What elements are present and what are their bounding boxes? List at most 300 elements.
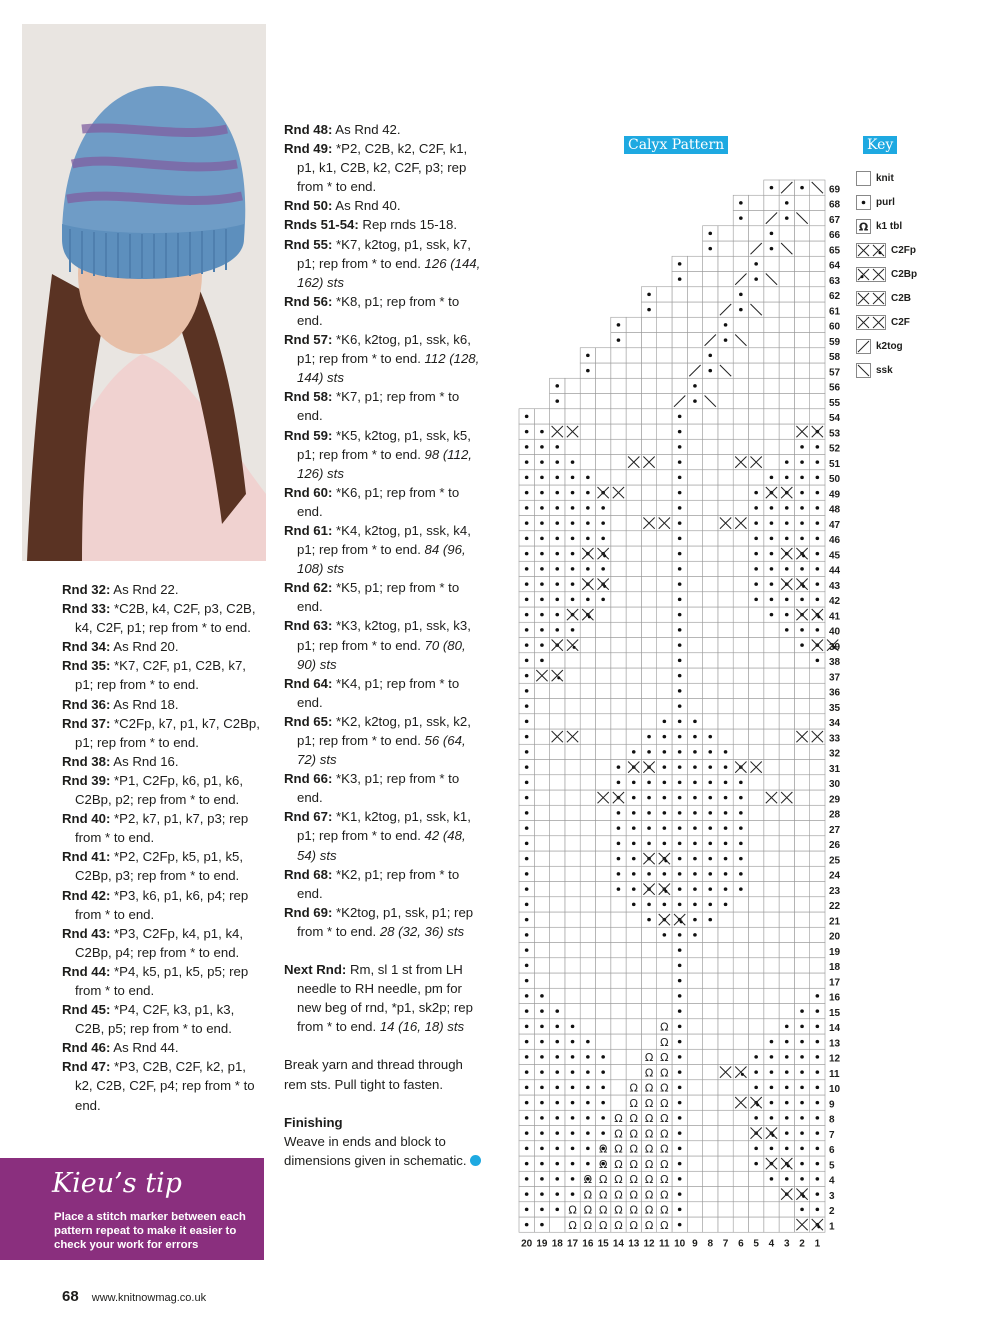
chart-mark-purl	[632, 857, 636, 861]
chart-mark-purl	[601, 1055, 605, 1059]
chart-cell	[687, 1004, 702, 1019]
chart-cell	[534, 805, 549, 820]
chart-cell	[626, 1049, 641, 1064]
chart-cell	[657, 943, 672, 958]
chart-cell	[733, 1171, 748, 1186]
chart-cell	[810, 668, 825, 683]
chart-cell	[626, 622, 641, 637]
chart-mark-purl	[800, 1025, 804, 1029]
chart-mark-purl	[601, 506, 605, 510]
chart-cell	[779, 760, 794, 775]
chart-cell	[687, 546, 702, 561]
chart-mark-purl	[540, 1192, 544, 1196]
chart-cell	[733, 1187, 748, 1202]
chart-cell	[641, 653, 656, 668]
chart-cell	[733, 897, 748, 912]
chart-cell	[718, 1141, 733, 1156]
chart-mark-k1tbl	[568, 1204, 576, 1217]
chart-mark-k1tbl	[645, 1143, 653, 1156]
row-number: 16	[829, 992, 841, 1004]
next-rnd: Next Rnd: Rm, sl 1 st from LH needle to RH needle, pm for new beg of rnd, *p1, sk2p; rep from * to end. 14 (16, 18) sts	[284, 962, 473, 1035]
chart-cell	[779, 744, 794, 759]
chart-mark-purl	[678, 1162, 682, 1166]
chart-cell	[718, 683, 733, 698]
chart-cell	[626, 943, 641, 958]
chart-cell	[550, 775, 565, 790]
chart-cell	[703, 272, 718, 287]
chart-cell	[672, 378, 687, 393]
chart-cell	[733, 439, 748, 454]
chart-mark-purl	[540, 1177, 544, 1181]
chart-cell	[718, 958, 733, 973]
chart-cell	[596, 668, 611, 683]
svg-text:Ω: Ω	[660, 1127, 669, 1141]
chart-mark-purl	[678, 567, 682, 571]
chart-cell	[794, 363, 809, 378]
chart-cell	[718, 607, 733, 622]
chart-mark-purl	[663, 933, 667, 937]
chart-mark-purl	[540, 1131, 544, 1135]
chart-cell	[550, 958, 565, 973]
chart-cell	[611, 912, 626, 927]
chart-cell	[703, 714, 718, 729]
chart-cell	[687, 256, 702, 271]
row-number: 60	[829, 321, 841, 333]
chart-cell	[749, 714, 764, 729]
chart-cell	[687, 653, 702, 668]
chart-cell	[733, 363, 748, 378]
svg-text:Ω: Ω	[644, 1173, 654, 1186]
chart-cell	[779, 912, 794, 927]
chart-cell	[810, 287, 825, 302]
chart-cell	[626, 668, 641, 683]
chart-mark-k1tbl	[645, 1127, 653, 1140]
chart-cell	[550, 821, 565, 836]
chart-mark-purl	[754, 1147, 758, 1151]
chart-cell	[687, 1126, 702, 1141]
chart-mark-purl	[525, 1162, 529, 1166]
chart-cell	[764, 699, 779, 714]
row-number: 67	[829, 214, 841, 226]
key-title: Key	[863, 136, 897, 154]
chart-cell	[687, 1202, 702, 1217]
chart-mark-purl	[754, 598, 758, 602]
chart-cell	[749, 317, 764, 332]
chart-cell	[718, 500, 733, 515]
chart-cell	[764, 897, 779, 912]
chart-cell	[749, 1019, 764, 1034]
chart-mark-purl	[816, 1009, 820, 1013]
chart-mark-purl	[647, 842, 651, 846]
chart-mark-k1tbl	[645, 1097, 653, 1110]
chart-cell	[749, 729, 764, 744]
chart-mark-purl	[571, 537, 575, 541]
chart-cell	[779, 866, 794, 881]
chart-mark-purl	[540, 1223, 544, 1227]
chart-mark-purl	[800, 598, 804, 602]
chart-mark-purl	[816, 552, 820, 556]
chart-cell	[596, 455, 611, 470]
chart-mark-k1tbl	[660, 1173, 668, 1186]
chart-mark-purl	[540, 659, 544, 663]
chart-cell	[611, 927, 626, 942]
chart-cell	[626, 729, 641, 744]
chart-mark-purl	[678, 765, 682, 769]
chart-cell	[626, 912, 641, 927]
chart-mark-purl	[816, 1070, 820, 1074]
chart-cell	[580, 699, 595, 714]
chart-cell	[657, 378, 672, 393]
chart-mark-purl	[555, 1147, 559, 1151]
tip-box	[0, 1158, 264, 1260]
chart-cell	[626, 531, 641, 546]
chart-cell	[779, 958, 794, 973]
chart-mark-k1tbl	[660, 1036, 668, 1049]
chart-mark-purl	[540, 567, 544, 571]
chart-mark-purl	[678, 430, 682, 434]
instruction-rnd: Rnd 55: *K7, k2tog, p1, ssk, k7, p1; rep from * to end. 126 (144, 162) sts	[284, 236, 481, 290]
chart-cell	[810, 348, 825, 363]
chart-mark-purl	[525, 1055, 529, 1059]
chart-mark-purl	[785, 1025, 789, 1029]
chart-cell	[641, 592, 656, 607]
chart-mark-purl	[800, 1040, 804, 1044]
chart-cell	[611, 714, 626, 729]
instruction-rnd: Rnd 68: *K2, p1; rep from * to end.	[284, 866, 460, 901]
chart-cell	[733, 714, 748, 729]
chart-cell	[596, 744, 611, 759]
chart-cell	[580, 455, 595, 470]
svg-text:Ω: Ω	[583, 1173, 593, 1186]
chart-cell	[703, 683, 718, 698]
chart-mark-k1tbl	[660, 1112, 668, 1125]
chart-cell	[779, 333, 794, 348]
chart-cell	[764, 836, 779, 851]
instruction-rnd: Rnd 58: *K7, p1; rep from * to end.	[284, 389, 460, 424]
chart-cell	[749, 988, 764, 1003]
chart-cell	[764, 622, 779, 637]
chart-cell	[611, 439, 626, 454]
chart-cell	[794, 241, 809, 256]
chart-mark-k1tbl	[660, 1219, 668, 1232]
chart-cell	[703, 958, 718, 973]
chart-mark-purl	[816, 1040, 820, 1044]
chart-mark-purl	[678, 750, 682, 754]
chart-cell	[749, 622, 764, 637]
chart-cell	[779, 836, 794, 851]
chart-mark-purl	[601, 1086, 605, 1090]
chart-cell	[596, 653, 611, 668]
chart-mark-purl	[632, 842, 636, 846]
chart-mark-purl	[708, 750, 712, 754]
chart-mark-purl	[571, 506, 575, 510]
row-number: 34	[829, 718, 841, 729]
chart-mark-purl	[678, 1101, 682, 1105]
chart-mark-purl	[800, 445, 804, 449]
chart-cell	[733, 607, 748, 622]
chart-cell	[657, 409, 672, 424]
chart-mark-purl	[678, 582, 682, 586]
chart-cell	[764, 348, 779, 363]
chart-cell	[626, 409, 641, 424]
break-yarn-text: Break yarn and thread through rem sts. Pull tight to fasten.	[284, 1057, 463, 1092]
chart-mark-purl	[525, 979, 529, 983]
chart-mark-purl	[601, 567, 605, 571]
chart-cell	[596, 638, 611, 653]
chart-cell	[687, 958, 702, 973]
row-number: 1	[829, 1221, 835, 1233]
chart-cell	[657, 683, 672, 698]
chart-cell	[703, 622, 718, 637]
row-number: 63	[829, 275, 841, 287]
chart-cell	[565, 958, 580, 973]
chart-cell	[718, 272, 733, 287]
chart-cell	[596, 988, 611, 1003]
chart-mark-purl	[663, 903, 667, 907]
chart-mark-k1tbl	[645, 1188, 653, 1201]
row-number: 20	[829, 931, 841, 943]
chart-cell	[764, 912, 779, 927]
chart-mark-purl	[678, 476, 682, 480]
chart-mark-purl	[678, 1025, 682, 1029]
chart-mark-purl	[571, 491, 575, 495]
chart-mark-k1tbl	[584, 1173, 592, 1186]
chart-cell	[580, 378, 595, 393]
instruction-rnd: Rnd 42: *P3, k6, p1, k6, p4; rep from * to end.	[62, 887, 249, 922]
chart-cell	[779, 973, 794, 988]
chart-mark-purl	[540, 1147, 544, 1151]
chart-mark-purl	[525, 674, 529, 678]
chart-cell	[626, 500, 641, 515]
chart-cell	[565, 760, 580, 775]
chart-mark-purl	[724, 842, 728, 846]
chart-mark-k1tbl	[645, 1158, 653, 1171]
chart-cell	[657, 958, 672, 973]
chart-cell	[794, 302, 809, 317]
chart-mark-purl	[586, 1040, 590, 1044]
chart-cell	[703, 1171, 718, 1186]
chart-cell	[565, 851, 580, 866]
row-number: 28	[829, 809, 841, 821]
chart-mark-purl	[816, 628, 820, 632]
chart-cell	[626, 546, 641, 561]
chart-cell	[703, 455, 718, 470]
svg-text:Ω: Ω	[660, 1051, 669, 1064]
chart-mark-purl	[540, 476, 544, 480]
chart-cell	[779, 226, 794, 241]
chart-cell	[749, 195, 764, 210]
row-number: 29	[829, 794, 841, 806]
purl-icon	[856, 195, 871, 210]
chart-mark-purl	[525, 842, 529, 846]
chart-mark-purl	[739, 811, 743, 815]
chart-cell	[641, 333, 656, 348]
chart-cell	[611, 1065, 626, 1080]
chart-mark-purl	[708, 811, 712, 815]
chart-mark-purl	[693, 887, 697, 891]
chart-mark-purl	[816, 460, 820, 464]
svg-text:Ω: Ω	[629, 1157, 638, 1171]
chart-cell	[611, 1004, 626, 1019]
chart-cell	[687, 424, 702, 439]
chart-cell	[779, 302, 794, 317]
chart-cell	[657, 653, 672, 668]
chart-mark-purl	[555, 537, 559, 541]
chart-cell	[657, 561, 672, 576]
chart-cell	[611, 455, 626, 470]
chart-cell	[749, 363, 764, 378]
chart-cell	[580, 973, 595, 988]
chart-mark-purl	[739, 857, 743, 861]
chart-cell	[565, 668, 580, 683]
row-number: 24	[829, 870, 841, 882]
chart-cell	[657, 577, 672, 592]
row-number: 8	[829, 1114, 835, 1126]
chart-mark-purl	[678, 704, 682, 708]
chart-cell	[718, 1217, 733, 1232]
chart-mark-purl	[693, 720, 697, 724]
chart-mark-purl	[555, 1009, 559, 1013]
chart-cell	[718, 668, 733, 683]
tip-title: Kieu’s tip	[52, 1168, 182, 1199]
chart-cell	[703, 1110, 718, 1125]
chart-cell	[703, 577, 718, 592]
chart-mark-purl	[754, 491, 758, 495]
svg-text:Ω: Ω	[598, 1157, 608, 1171]
chart-mark-purl	[770, 1147, 774, 1151]
chart-cell	[718, 546, 733, 561]
chart-mark-purl	[724, 903, 728, 907]
chart-mark-purl	[586, 354, 590, 358]
chart-mark-purl	[571, 1055, 575, 1059]
chart-cell	[779, 348, 794, 363]
key-item-purl: purl	[856, 190, 917, 214]
chart-cell	[733, 1004, 748, 1019]
chart-cell	[794, 668, 809, 683]
key-item-c2b: C2B	[856, 286, 917, 310]
chart-cell	[703, 378, 718, 393]
chart-mark-purl	[816, 476, 820, 480]
row-number: 45	[829, 550, 841, 562]
chart-mark-k1tbl	[645, 1082, 653, 1095]
svg-text:Ω: Ω	[614, 1203, 623, 1217]
chart-cell	[565, 897, 580, 912]
chart-cell	[641, 699, 656, 714]
chart-mark-purl	[678, 1223, 682, 1227]
chart-mark-purl	[816, 1177, 820, 1181]
chart-cell	[749, 973, 764, 988]
chart-cell	[810, 317, 825, 332]
chart-cell	[718, 622, 733, 637]
row-number: 21	[829, 916, 841, 928]
chart-cell	[580, 958, 595, 973]
chart-cell	[718, 485, 733, 500]
chart-cell	[687, 699, 702, 714]
chart-cell	[749, 226, 764, 241]
chart-cell	[718, 394, 733, 409]
chart-mark-purl	[785, 1147, 789, 1151]
chart-cell	[611, 943, 626, 958]
chart-cell	[733, 1156, 748, 1171]
chart-mark-purl	[800, 1101, 804, 1105]
chart-cell	[611, 988, 626, 1003]
chart-cell	[703, 1080, 718, 1095]
chart-cell	[794, 927, 809, 942]
chart-cell	[565, 775, 580, 790]
chart-cell	[703, 638, 718, 653]
chart-cell	[779, 1004, 794, 1019]
chart-mark-purl	[647, 750, 651, 754]
chart-cell	[764, 302, 779, 317]
chart-cell	[580, 424, 595, 439]
chart-cell	[550, 988, 565, 1003]
chart-cell	[565, 943, 580, 958]
chart-cell	[733, 1217, 748, 1232]
chart-cell	[534, 912, 549, 927]
chart-mark-purl	[571, 1116, 575, 1120]
chart-mark-purl	[708, 918, 712, 922]
instruction-rnd: Rnd 40: *P2, k7, p1, k7, p3; rep from * to end.	[62, 811, 249, 846]
svg-text:Ω: Ω	[583, 1188, 593, 1202]
chart-cell	[733, 409, 748, 424]
chart-mark-purl	[678, 613, 682, 617]
chart-mark-purl	[663, 750, 667, 754]
chart-mark-purl	[571, 567, 575, 571]
row-number: 53	[829, 428, 841, 440]
chart-cell	[641, 943, 656, 958]
chart-mark-purl	[739, 887, 743, 891]
chart-cell	[749, 836, 764, 851]
chart-cell	[657, 638, 672, 653]
chart-cell	[596, 866, 611, 881]
chart-mark-purl	[663, 842, 667, 846]
chart-cell	[794, 912, 809, 927]
chart-mark-purl	[540, 1101, 544, 1105]
chart-mark-purl	[525, 598, 529, 602]
svg-text:Ω: Ω	[660, 1173, 669, 1186]
chart-cell	[718, 348, 733, 363]
chart-cell	[596, 607, 611, 622]
chart-mark-purl	[693, 826, 697, 830]
chart-mark-purl	[525, 582, 529, 586]
chart-mark-purl	[617, 811, 621, 815]
chart-mark-purl	[525, 1177, 529, 1181]
chart-cell	[733, 561, 748, 576]
chart-cell	[718, 988, 733, 1003]
chart-cell	[596, 394, 611, 409]
chart-mark-purl	[816, 582, 820, 586]
row-number: 65	[829, 245, 841, 257]
chart-mark-purl	[632, 887, 636, 891]
chart-mark-purl	[678, 415, 682, 419]
chart-cell	[810, 958, 825, 973]
chart-cell	[534, 943, 549, 958]
chart-mark-purl	[816, 1101, 820, 1105]
chart-cell	[550, 1217, 565, 1232]
chart-cell	[611, 1095, 626, 1110]
chart-cell	[764, 683, 779, 698]
chart-cell	[687, 638, 702, 653]
chart-mark-purl	[739, 796, 743, 800]
chart-cell	[749, 821, 764, 836]
chart-cell	[565, 882, 580, 897]
chart-cell	[749, 699, 764, 714]
chart-cell	[687, 516, 702, 531]
chart-cell	[534, 821, 549, 836]
chart-cell	[733, 1080, 748, 1095]
chart-mark-purl	[770, 186, 774, 190]
chart-cell	[580, 638, 595, 653]
